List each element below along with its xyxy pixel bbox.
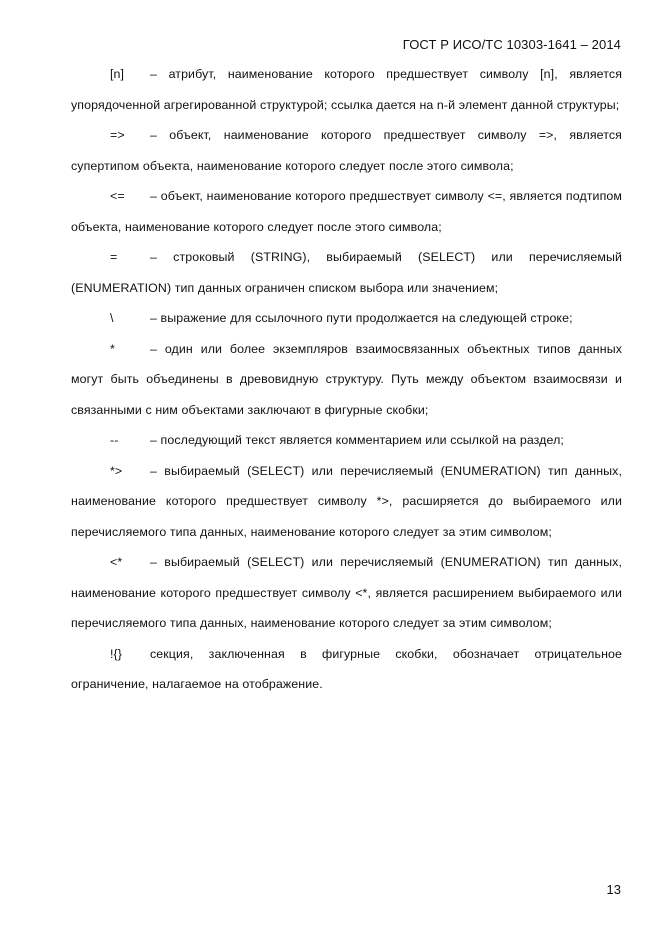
document-header: ГОСТ Р ИСО/ТС 10303-1641 – 2014 [402,37,621,52]
definition-entry [71,120,622,181]
page-number: 13 [606,882,621,897]
entry-text: – строковый (STRING), выбираемый (SELECT) или перечисляемый (ENUMERATION) тип данных ограничен списком выбора или значением; [71,250,622,295]
entry-symbol: <= [110,189,125,203]
definitions-list [71,59,622,700]
definition-entry [71,547,622,639]
entry-text: – выбираемый (SELECT) или перечисляемый (ENUMERATION) тип данных, наименование которого предшествует символу <*, является расширением выбираемого или перечисляемого типа данных, наименование которого следует за этим символом; [71,555,622,630]
entry-symbol: \ [110,311,114,325]
entry-symbol: => [110,128,125,142]
entry-text: секция, заключенная в фигурные скобки, обозначает отрицательное ограничение, налагаемое на отображение. [71,646,622,691]
entry-text: – выбираемый (SELECT) или перечисляемый (ENUMERATION) тип данных, наименование которого предшествует символу *>, расширяется до выбираемого или перечисляемого типа данных, наименование которого следует за этим символом; [71,463,622,539]
definition-entry [71,59,622,120]
entry-text: – выражение для ссылочного пути продолжается на следующей строке; [150,311,573,325]
definition-entry [71,456,622,548]
entry-text: – последующий текст является комментарием или ссылкой на раздел; [150,433,564,447]
entry-text: – один или более экземпляров взаимосвязанных объектных типов данных могут быть объединены в древовидную структуру. Путь между объектом взаимосвязи и связанными с ним объектами заключают в фигурные скобки; [71,341,622,417]
definition-entry [71,303,622,334]
entry-symbol: = [110,250,118,264]
entry-symbol: *> [110,463,123,478]
entry-text: – атрибут, наименование которого предшествует символу [n], является упорядоченной агрегированной структурой; ссылка дается на n-й элемент данной структуры; [71,67,622,112]
entry-text: – объект, наименование которого предшествует символу <=, является подтипом объекта, наименование которого следует после этого символа; [71,189,622,234]
definition-entry [71,181,622,242]
entry-symbol: -- [110,433,119,447]
entry-text: – объект, наименование которого предшествует символу =>, является супертипом объекта, наименование которого следует после этого символа; [71,128,622,173]
definition-entry [71,639,622,700]
entry-symbol: [n] [110,67,125,81]
definition-entry [71,334,622,426]
entry-symbol: !{} [110,646,123,661]
definition-entry [71,242,622,303]
entry-symbol: * [110,341,115,356]
definition-entry [71,425,622,456]
entry-symbol: <* [110,555,123,569]
